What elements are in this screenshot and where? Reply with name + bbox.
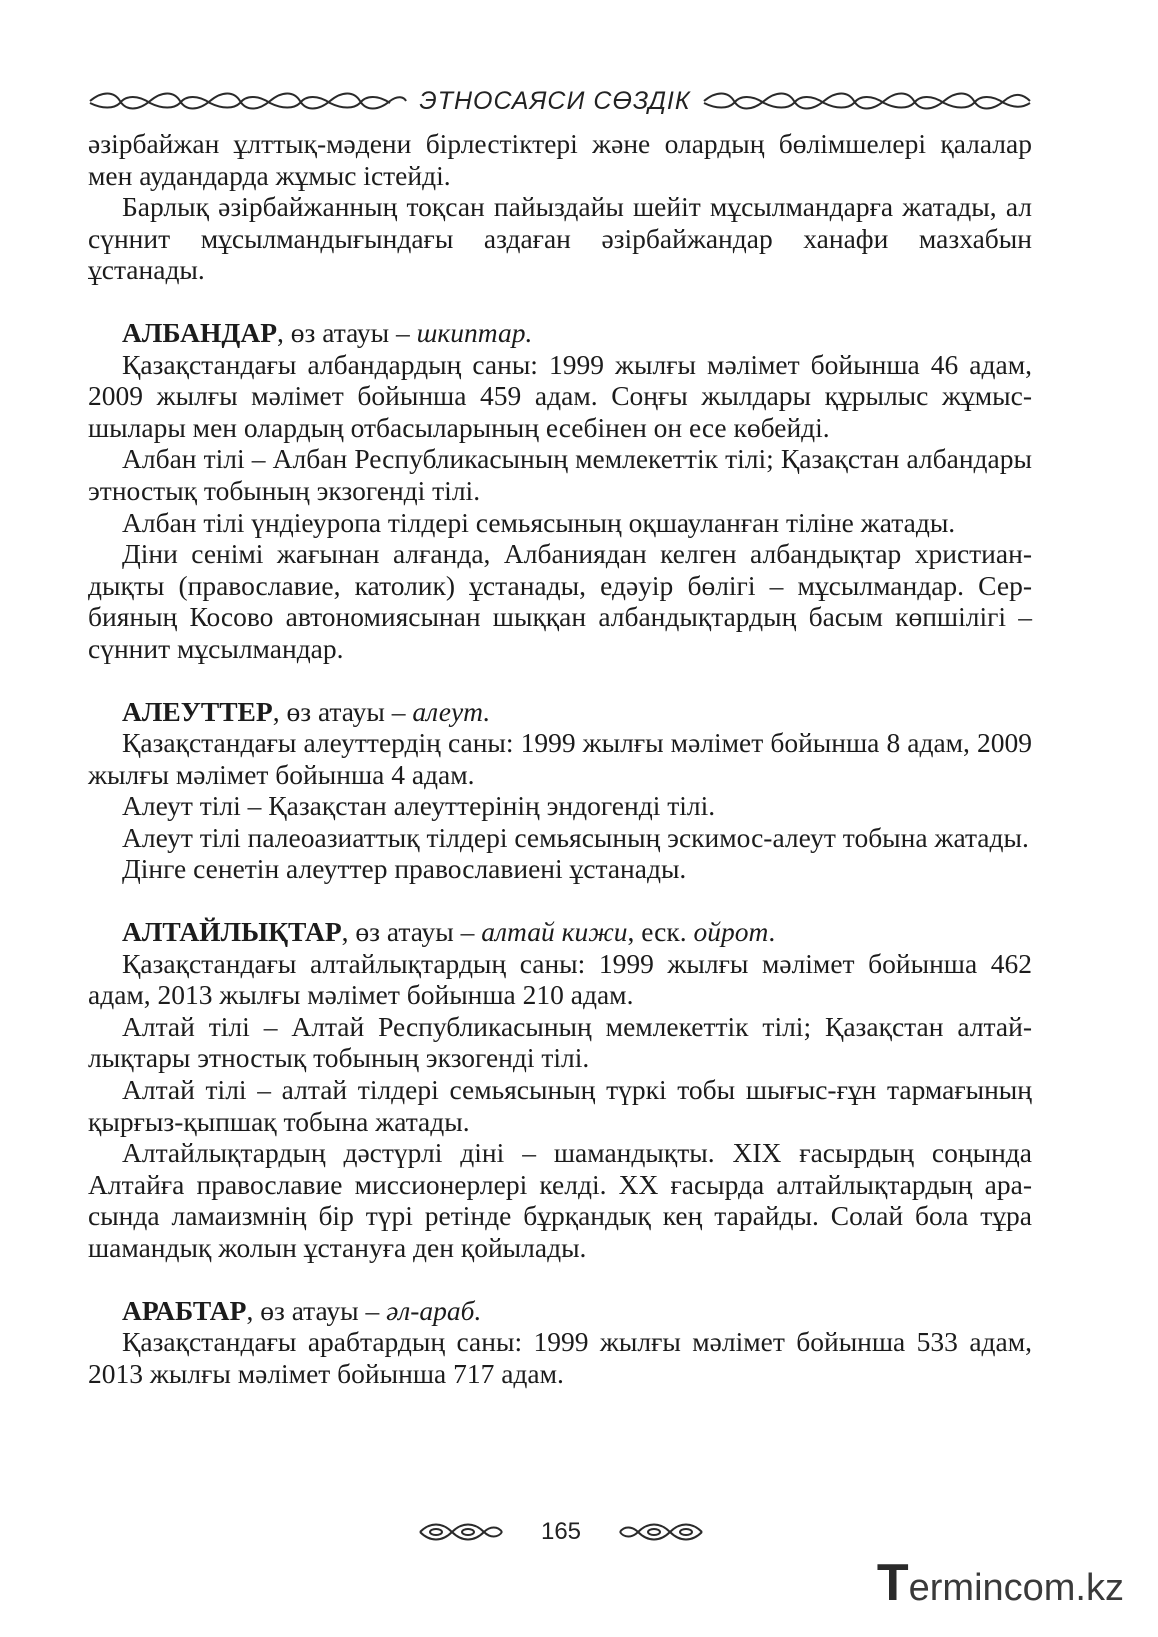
header-title: ЭТНОСАЯСИ СӨЗДІК bbox=[419, 86, 691, 115]
paragraph: Қазақстандағы арабтардың саны: 1999 жылғы мәлімет бойынша 533 адам, 2013 жылғы мәлімет бойынша 717 адам. bbox=[88, 1326, 1032, 1389]
watermark-logo bbox=[877, 1553, 1124, 1613]
paragraph: Қазақстандағы албандардың саны: 1999 жылғы мәлімет бойынша 46 адам, 2009 жылғы мәлімет бойынша 459 адам. Соңғы жылдары құрылыс жұмысшылары мен олардың отбасыларының есебінен он есе көбейді. bbox=[88, 348, 1032, 443]
headword: АЛБАНДАР bbox=[122, 316, 277, 348]
paragraph: Қазақстандағы алеуттердің саны: 1999 жылғы мәлімет бойынша 8 адам, 2009 жылғы мәлімет бойынша 4 адам. bbox=[88, 727, 1032, 790]
self-name: алтай кижи bbox=[481, 916, 628, 948]
paragraph: Алтай тілі – Алтай Республикасының мемлекеттік тілі; Қазақстан алтайлықтары этностық тобының экзогенді тілі. bbox=[88, 1010, 1032, 1074]
flourish-right-icon bbox=[618, 1518, 704, 1546]
heading-separator: , өз атауы – bbox=[272, 695, 413, 727]
paragraph: Барлық әзірбайжанның тоқсан пайыздайы шейіт мұсылмандарға жатады, ал сүннит мұсылмандығындағы аздаған әзірбайжандар ханафи мазхабын ұстанады. bbox=[88, 191, 1032, 286]
flourish-left-icon bbox=[418, 1518, 504, 1546]
entry-heading-albandar bbox=[88, 317, 1032, 349]
self-name: шкиптар. bbox=[416, 316, 533, 348]
paragraph: Діни сенімі жағынан алғанда, Албаниядан келген албандықтар христиандықты (православие, католик) ұстанады, едәуір бөлігі – мұсылмандар. Сербияның Косово автономиясынан шыққан албандықтардың басым көпшілігі – сүннит мұсылмандар. bbox=[88, 538, 1032, 664]
heading-separator: , өз атауы – bbox=[277, 316, 417, 348]
watermark-initial: T bbox=[876, 1554, 909, 1612]
watermark-text: ermincom.kz bbox=[908, 1567, 1124, 1609]
ornament-left-icon bbox=[88, 91, 408, 111]
paragraph: Алтай тілі – алтай тілдері семьясының түркі тобы шығыс-ғұн тармағының қырғыз-қыпшақ тобына жатады. bbox=[88, 1074, 1032, 1137]
ornament-right-icon bbox=[702, 91, 1032, 111]
paragraph: Албан тілі – Албан Республикасының мемлекеттік тілі; Қазақстан албандары этностық тобының экзогенді тілі. bbox=[88, 443, 1032, 506]
paragraph: әзірбайжан ұлттық-мәдени бірлестіктері және олардың бөлімшелері қалалар мен аудандарда жұмыс істейді. bbox=[88, 128, 1032, 191]
heading-separator-old: , еск. bbox=[627, 916, 694, 948]
page-number: 165 bbox=[540, 1518, 582, 1545]
heading-end: . bbox=[768, 916, 776, 948]
paragraph: Албан тілі үндіеуропа тілдері семьясының оқшауланған тіліне жатады. bbox=[122, 506, 956, 538]
paragraph: Қазақстандағы алтайлықтардың саны: 1999 жылғы мәлімет бойынша 462 адам, 2013 жылғы мәлімет бойынша 210 адам. bbox=[88, 947, 1032, 1011]
self-name: алеут. bbox=[412, 695, 491, 727]
paragraph: Алеут тілі – Қазақстан алеуттерінің эндогенді тілі. bbox=[122, 790, 716, 822]
paragraph: Дінге сенетін алеуттер православиені ұстанады. bbox=[122, 853, 687, 885]
paragraph: Алеут тілі палеоазиаттық тілдері семьясының эскимос-алеут тобына жатады. bbox=[122, 821, 1029, 853]
old-name: ойрот bbox=[693, 916, 769, 948]
paragraph: Алтайлықтардың дәстүрлі діні – шамандықты. XIX ғасырдың соңында Алтайға православие миссионерлері келді. XX ғасырда алтайлықтардың арасында ламаизмнің бір түрі ретінде бұрқандық кең тарайды. Солай бола тұра шамандық жолын ұстануға ден қойылады. bbox=[88, 1137, 1033, 1263]
headword: АЛЕУТТЕР bbox=[122, 695, 273, 727]
headword: АЛТАЙЛЫҚТАР bbox=[122, 916, 342, 948]
heading-separator: , өз атауы – bbox=[341, 916, 482, 948]
entry-heading-altailyqtar bbox=[88, 916, 1032, 948]
running-header bbox=[88, 84, 1032, 118]
page-body bbox=[88, 128, 1032, 1389]
entry-heading-aleutter bbox=[88, 696, 1032, 728]
entry-heading-arabtar bbox=[88, 1295, 1032, 1327]
headword: АРАБТАР bbox=[122, 1294, 247, 1326]
heading-separator: , өз атауы – bbox=[246, 1294, 387, 1326]
self-name: әл-араб. bbox=[386, 1294, 482, 1326]
page-footer bbox=[418, 1514, 704, 1550]
